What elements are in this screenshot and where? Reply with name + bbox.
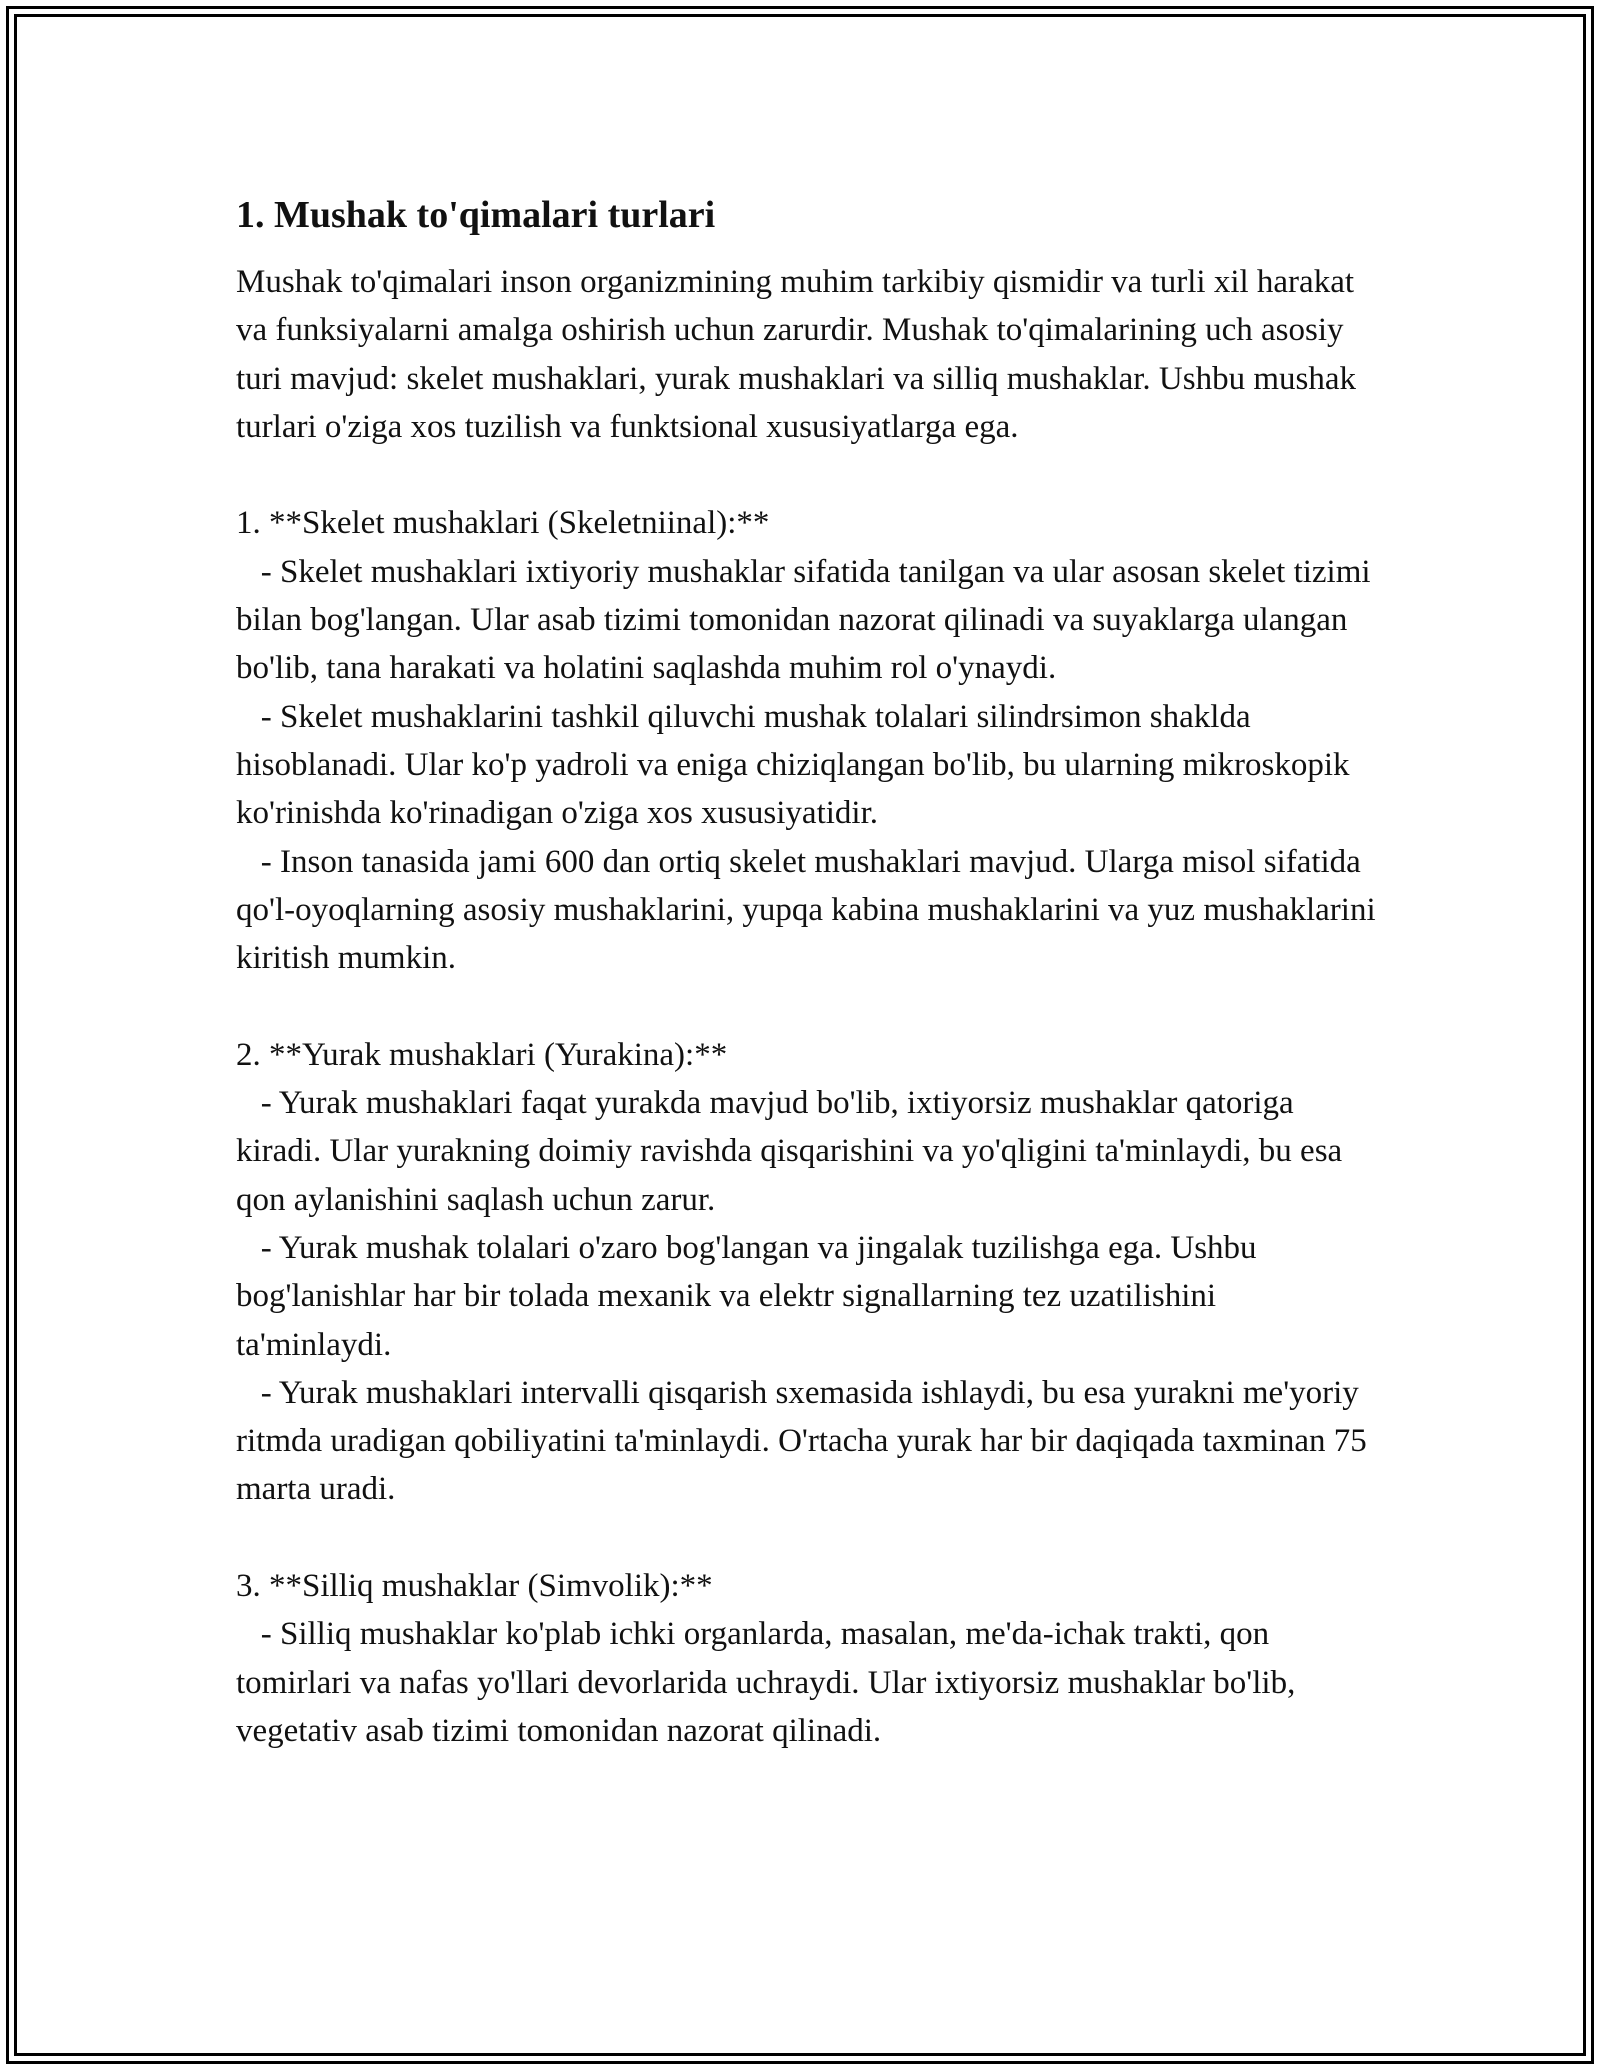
section-bullet: - Silliq mushaklar ko'plab ichki organlarda, masalan, me'da-ichak trakti, qon tomirlari va nafas yo'llari devorlarida uchraydi. Ular ixtiyorsiz mushaklar bo'lib, vegetativ asab tizimi tomonidan nazorat qilinadi.	[236, 1616, 1304, 1749]
section-bullet: - Yurak mushaklari faqat yurakda mavjud bo'lib, ixtiyorsiz mushaklar qatoriga kiradi. Ular yurakning doimiy ravishda qisqarishini va yo'qligini ta'minlaydi, bu esa qon aylanishini saqlash uchun zarur.	[236, 1085, 1351, 1218]
section-bullet: - Skelet mushaklari ixtiyoriy mushaklar sifatida tanilgan va ular asosan skelet tizimi bilan bog'langan. Ular asab tizimi tomonidan nazorat qilinadi va suyaklarga ulangan bo'lib, tana harakati va holatini saqlashda muhim rol o'ynaydi.	[236, 553, 1379, 687]
section-title: 3. **Silliq mushaklar (Simvolik):**	[236, 1568, 713, 1605]
section-cardiac	[236, 1031, 1376, 1514]
document-body	[236, 186, 1384, 1755]
document-heading: 1. Mushak to'qimalari turlari	[236, 194, 716, 236]
section-smooth	[236, 1562, 1376, 1755]
section-bullet: - Inson tanasida jami 600 dan ortiq skelet mushaklari mavjud. Ularga misol sifatida qo'l-oyoqlarning asosiy mushaklarini, yupqa kabina mushaklarini va yuz mushaklarini kiritish mumkin.	[236, 843, 1384, 977]
section-title: 1. **Skelet mushaklari (Skeletniinal):**	[236, 505, 770, 542]
section-title: 2. **Yurak mushaklari (Yurakina):**	[236, 1036, 728, 1073]
section-bullet: - Yurak mushaklari intervalli qisqarish sxemasida ishlaydi, bu esa yurakni me'yoriy ritmda uradigan qobiliyatini ta'minlaydi. O'rtacha yurak har bir daqiqada taxminan 75 marta uradi.	[236, 1374, 1376, 1508]
intro-paragraph: Mushak to'qimalari inson organizmining muhim tarkibiy qismidir va turli xil harakat va funksiyalarni amalga oshirish uchun zarurdir. Mushak to'qimalarining uch asosiy turi mavjud: skelet mushaklari, yurak mushaklari va silliq mushaklar. Ushbu mushak turlari o'ziga xos tuzilish va funktsional xususiyatlarga ega.	[236, 264, 1356, 445]
section-bullet: - Yurak mushak tolalari o'zaro bog'langan va jingalak tuzilishga ega. Ushbu bog'lanishlar har bir tolada mexanik va elektr signallarning tez uzatilishini ta'minlaydi.	[236, 1229, 1265, 1363]
section-bullet: - Skelet mushaklarini tashkil qiluvchi mushak tolalari silindrsimon shaklda hisoblanadi. Ular ko'p yadroli va eniga chiziqlangan bo'lib, bu ularning mikroskopik ko'rinishda ko'rinadigan o'ziga xos xususiyatidir.	[236, 698, 1358, 832]
section-skeletal	[236, 499, 1384, 982]
